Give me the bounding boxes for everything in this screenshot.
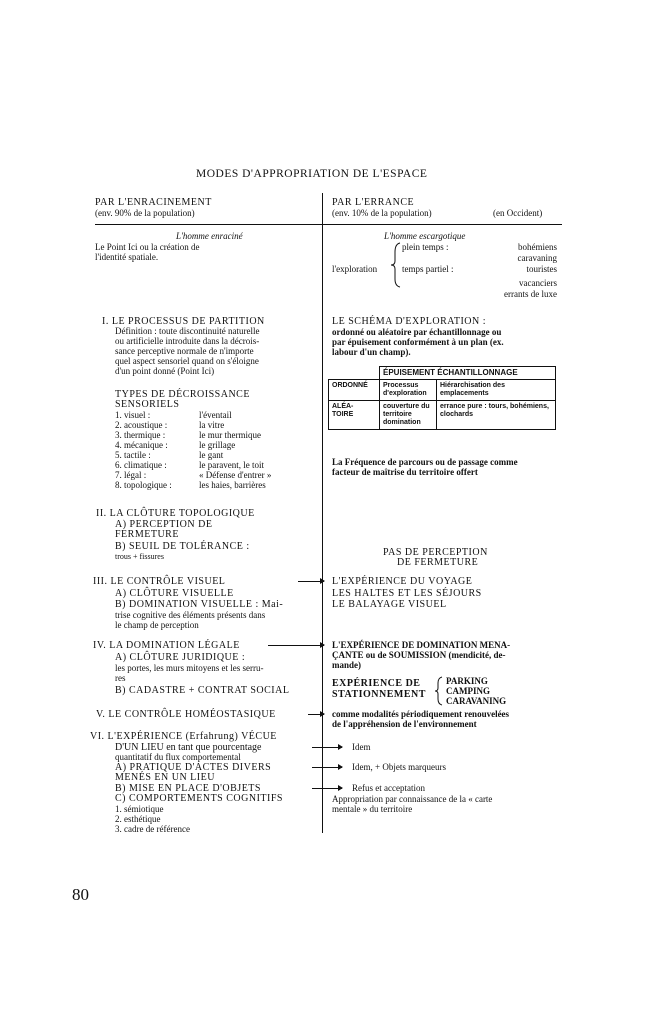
list-item: touristes (526, 264, 557, 274)
pas-perception: DE FERMETURE (397, 557, 479, 568)
domination-line: ÇANTE ou de SOUMISSION (mendicité, de- (332, 650, 506, 660)
left-intro-line: l'identité spatiale. (95, 252, 159, 262)
temps-partiel-label: temps partiel : (402, 264, 454, 274)
station-label: STATIONNEMENT (332, 689, 426, 700)
types-title: SENSORIELS (115, 399, 180, 410)
station-label: EXPÉRIENCE DE (332, 678, 421, 689)
type-value: la vitre (199, 420, 225, 430)
type-value: le grillage (199, 440, 236, 450)
section-6-line: C) COMPORTEMENTS COGNITIFS (115, 793, 283, 804)
left-header: PAR L'ENRACINEMENT (95, 197, 212, 208)
section-2-line: FERMETURE (115, 529, 179, 540)
appropriation-line: mentale » du territoire (332, 804, 413, 814)
schema-text-line: par épuisement conformément à un plan (ex. (332, 337, 504, 347)
exploration-table (328, 366, 556, 430)
section-4-line: res (115, 673, 126, 683)
plein-temps-label: plein temps : (402, 242, 449, 252)
section-6-line: quantitatif du flux comportemental (115, 752, 241, 762)
schema-title: LE SCHÉMA D'EXPLORATION : (332, 316, 487, 327)
arrow-right-icon (298, 581, 324, 582)
header-rule (95, 224, 562, 225)
arrow-right-icon (312, 767, 342, 768)
row-label: ALÉA- TOIRE (329, 401, 380, 430)
type-key: 6. climatique : (115, 460, 167, 470)
definition-line: d'un point donné (Point Ici) (115, 366, 215, 376)
section-2-sub: trous + fissures (115, 552, 164, 561)
schema-text-line: ordonné ou aléatoire par échantillonnage ou (332, 327, 502, 337)
section-3-line: trise cognitive des éléments présents dans (115, 610, 266, 620)
section-6-item: 1. sémiotique (115, 804, 164, 814)
section-3-title: III. LE CONTRÔLE VISUEL (93, 576, 226, 587)
type-value: le gant (199, 450, 224, 460)
idem-objets-label: Idem, + Objets marqueurs (352, 762, 447, 772)
section-6-line: MENÉS EN UN LIEU (115, 772, 215, 783)
section-3-line: A) CLÔTURE VISUELLE (115, 588, 234, 599)
section-4-title: IV. LA DOMINATION LÉGALE (93, 640, 240, 651)
row-label: ORDONNÉ (329, 380, 380, 401)
types-title: TYPES DE DÉCROISSANCE (115, 389, 250, 400)
definition-line: Définition : toute discontinuité naturelle (115, 326, 260, 336)
type-value: le mur thermique (199, 430, 261, 440)
type-value: l'éventail (199, 410, 232, 420)
list-item: caravaning (517, 253, 557, 263)
station-item: PARKING (446, 676, 488, 686)
table-cell: Hiérarchisation des emplacements (437, 380, 556, 401)
section-6-title: VI. L'EXPÉRIENCE (Erfahrung) VÉCUE (90, 731, 277, 742)
list-item: vacanciers (519, 278, 557, 288)
voyage-line: LE BALAYAGE VISUEL (332, 599, 447, 610)
right-italic-heading: L'homme escargotique (384, 231, 466, 241)
page-number: 80 (72, 885, 89, 904)
schema-text (332, 327, 504, 357)
type-key: 2. acoustique : (115, 420, 168, 430)
appropriation-line: Appropriation par connaissance de la « carte (332, 794, 493, 804)
left-intro-line: Le Point Ici ou la création de (95, 242, 200, 252)
schema-text-line: labour d'un champ). (332, 347, 411, 357)
section-2-line: A) PERCEPTION DE (115, 519, 213, 530)
section-2-line: B) SEUIL DE TOLÉRANCE : (115, 541, 250, 552)
section-4-line: les portes, les murs mitoyens et les serru- (115, 663, 264, 673)
type-value: les haies, barrières (199, 480, 266, 490)
list-item: errants de luxe (504, 289, 557, 299)
table-cell: errance pure : tours, bohémiens, clochards (437, 401, 556, 430)
type-key: 5. tactile : (115, 450, 151, 460)
section-4-line: A) CLÔTURE JURIDIQUE : (115, 652, 246, 663)
type-key: 8. topologique : (115, 480, 172, 490)
section-6-line: D'UN LIEU en tant que pourcentage (115, 742, 262, 753)
definition-line: sance perceptive normale de n'importe (115, 346, 254, 356)
right-subheader-note: (en Occident) (493, 208, 543, 218)
section-3-line: B) DOMINATION VISUELLE : Mai- (115, 599, 284, 610)
station-item: CARAVANING (446, 696, 507, 706)
domination-line: L'EXPÉRIENCE DE DOMINATION MENA- (332, 640, 511, 650)
note-line: facteur de maîtrise du territoire offert (332, 467, 478, 477)
arrow-right-icon (312, 747, 342, 748)
right-header: PAR L'ERRANCE (332, 197, 415, 208)
right-subheader: (env. 10% de la population) (332, 208, 432, 218)
page-title: MODES D'APPROPRIATION DE L'ESPACE (196, 168, 428, 180)
type-key: 7. légal : (115, 470, 147, 480)
section-5-title: V. LE CONTRÔLE HOMÉOSTASIQUE (96, 709, 276, 720)
section-6-line: B) MISE EN PLACE D'OBJETS (115, 783, 261, 794)
homeo-line: de l'appréhension de l'environnement (332, 719, 477, 729)
refus-label: Refus et acceptation (352, 783, 425, 793)
types-list (115, 410, 271, 490)
type-key: 4. mécanique : (115, 440, 168, 450)
left-italic-heading: L'homme enraciné (176, 231, 243, 241)
idem-label: Idem (352, 742, 371, 752)
type-value: le paravent, le toit (199, 460, 264, 470)
table-cell: Processus d'exploration (380, 380, 437, 401)
voyage-line: LES HALTES ET LES SÉJOURS (332, 588, 482, 599)
table-header: ÉPUISEMENT ÉCHANTILLONNAGE (380, 367, 556, 380)
section-6-line: A) PRATIQUE D'ACTES DIVERS (115, 762, 272, 773)
left-subheader: (env. 90% de la population) (95, 208, 195, 218)
type-value: « Défense d'entrer » (199, 470, 272, 480)
section-6-item: 2. esthétique (115, 814, 161, 824)
definition-line: quel aspect sensoriel quand on s'éloigne (115, 356, 259, 366)
exploration-label: l'exploration (332, 264, 378, 274)
section-1-title: I. LE PROCESSUS DE PARTITION (102, 316, 265, 327)
type-key: 1. visuel : (115, 410, 151, 420)
arrow-right-icon (312, 788, 342, 789)
column-divider (322, 193, 323, 833)
arrow-right-icon (308, 714, 324, 715)
section-6-item: 3. cadre de référence (115, 824, 190, 834)
appropriation-text (332, 794, 492, 814)
arrow-right-icon (268, 645, 324, 646)
schema-note (332, 457, 518, 477)
definition-line: ou artificielle introduite dans la décrois- (115, 336, 260, 346)
voyage-line: L'EXPÉRIENCE DU VOYAGE (332, 576, 473, 587)
section-3-line: le champ de perception (115, 620, 199, 630)
note-line: La Fréquence de parcours ou de passage comme (332, 457, 518, 467)
section-2-title: II. LA CLÔTURE TOPOLOGIQUE (96, 508, 255, 519)
table-cell: couverture du territoire domination (380, 401, 437, 430)
station-item: CAMPING (446, 686, 490, 696)
type-key: 3. thermique : (115, 430, 166, 440)
list-item: bohémiens (518, 242, 557, 252)
section-1-definition (115, 326, 317, 376)
homeo-text (332, 709, 509, 729)
pas-perception: PAS DE PERCEPTION (383, 547, 488, 558)
brace-icon (434, 676, 444, 706)
homeo-line: comme modalités périodiquement renouvelées (332, 709, 510, 719)
brace-icon (390, 242, 402, 288)
domination-text (332, 640, 510, 670)
section-4-line: B) CADASTRE + CONTRAT SOCIAL (115, 685, 290, 696)
domination-line: mande) (332, 660, 361, 670)
